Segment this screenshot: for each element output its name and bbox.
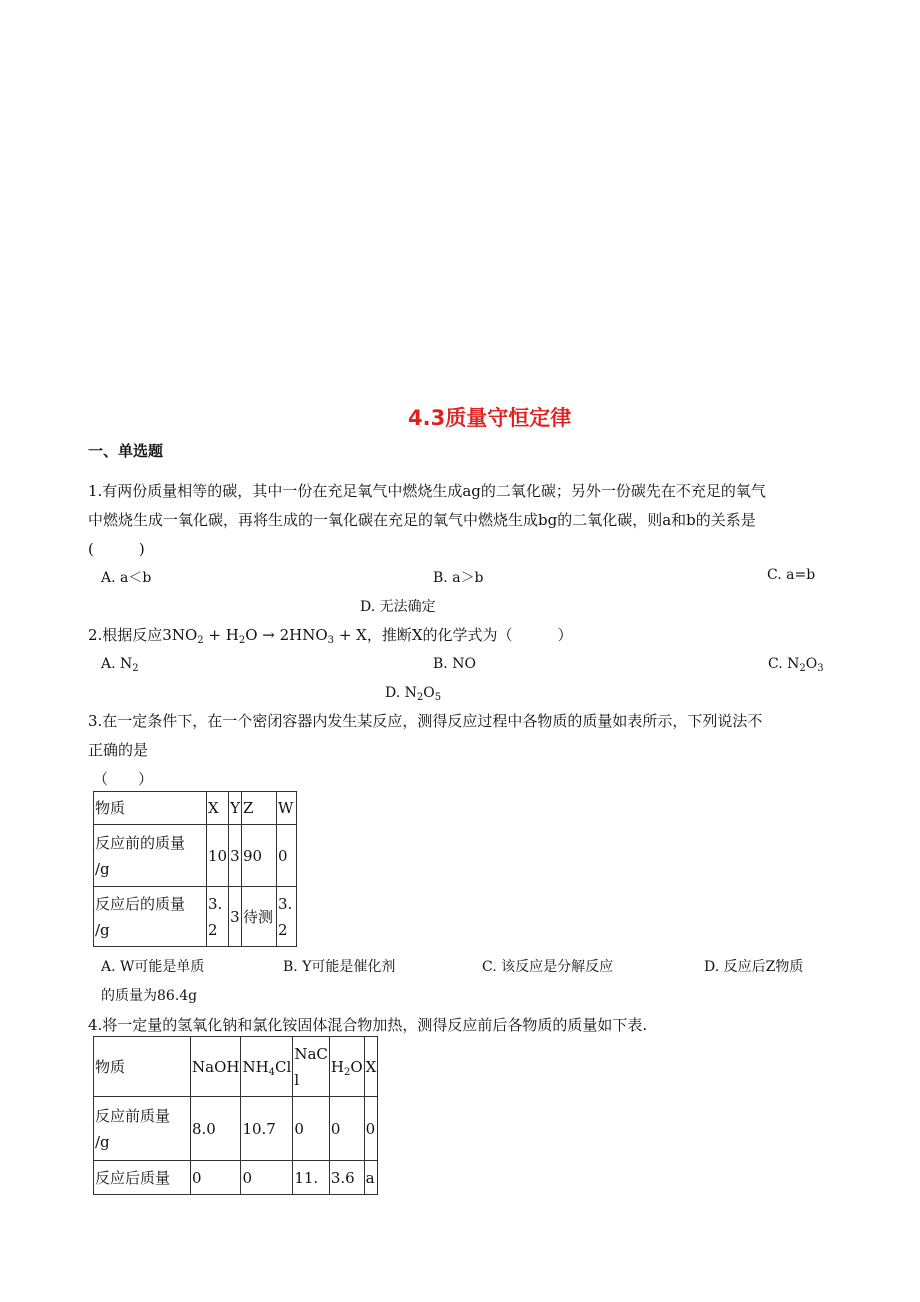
q3-line2: 正确的是 — [88, 741, 149, 759]
q3-option-c[interactable]: C. 该反应是分解反应 — [482, 959, 614, 975]
q3-option-a[interactable]: A. W可能是单质 — [101, 959, 205, 975]
table-cell: 3. 2 — [277, 887, 297, 947]
table-cell: 反应后质量 — [94, 1161, 191, 1195]
q4-mass-table — [93, 1036, 378, 1195]
table-row — [94, 1097, 378, 1161]
table-cell: X — [364, 1037, 378, 1097]
table-header-row — [94, 792, 297, 825]
table-cell: 3 — [229, 887, 242, 947]
q3-option-d[interactable]: D. 反应后Z物质 — [704, 959, 804, 975]
table-cell: 11. — [293, 1161, 330, 1195]
q3-mass-table — [93, 791, 297, 947]
table-cell: Z — [242, 792, 277, 825]
table-cell: NaOH — [191, 1037, 241, 1097]
table-cell: 反应前质量 /g — [94, 1097, 191, 1161]
table-cell: $NH_4Cl$ — [241, 1037, 293, 1097]
table-cell: Y — [229, 792, 242, 825]
table-cell: 3. 2 — [207, 887, 229, 947]
table-cell: $H_2O$ — [329, 1037, 364, 1097]
table-cell: 3 — [229, 825, 242, 887]
section-heading: 一、单选题 — [88, 442, 164, 460]
table-cell: X — [207, 792, 229, 825]
table-cell: 0 — [293, 1097, 330, 1161]
table-cell: a — [364, 1161, 378, 1195]
q1-paren: ( ) — [88, 540, 145, 558]
q1-option-b[interactable]: B. a＞b — [433, 570, 484, 586]
q2-option-c[interactable]: C. $N_2O_3$ — [768, 656, 824, 674]
q4-line1: 4.将一定量的氢氧化钠和氯化铵固体混合物加热，测得反应前后各物质的质量如下表. — [88, 1016, 648, 1034]
q2-option-d[interactable]: D. $N_2O_5$ — [385, 685, 442, 703]
table-row — [94, 825, 297, 887]
table-cell: 待测 — [242, 887, 277, 947]
table-cell: 0 — [364, 1097, 378, 1161]
q2-option-b[interactable]: B. NO — [433, 656, 476, 672]
q3-line1: 3.在一定条件下，在一个密闭容器内发生某反应，测得反应过程中各物质的质量如表所示，下列说法不 — [88, 712, 763, 730]
table-row — [94, 887, 297, 947]
table-cell: 10 — [207, 825, 229, 887]
q2-option-a[interactable]: A. $N_2$ — [101, 656, 139, 674]
q3-paren: （ ） — [93, 770, 154, 788]
page-title: 4.3质量守恒定律 — [408, 406, 572, 430]
table-cell: 8.0 — [191, 1097, 241, 1161]
table-cell: 10.7 — [241, 1097, 293, 1161]
q3-option-b[interactable]: B. Y可能是催化剂 — [283, 959, 396, 975]
q1-option-c[interactable]: C. a=b — [767, 567, 816, 583]
q2-stem: 2.根据反应$3NO_2 + H_2O \to 2HNO_3 + X$，推断X的化学式为（ ） — [88, 626, 573, 646]
table-cell: 90 — [242, 825, 277, 887]
q1-line2: 中燃烧生成一氧化碳，再将生成的一氧化碳在充足的氧气中燃烧生成bg的二氧化碳，则a和b的关系是 — [88, 511, 756, 529]
table-cell: 反应前的质量 /g — [94, 825, 207, 887]
table-cell: NaC l — [293, 1037, 330, 1097]
table-cell: 反应后的质量 /g — [94, 887, 207, 947]
table-row — [94, 1161, 378, 1195]
q1-option-a[interactable]: A. a＜b — [101, 570, 152, 586]
q1-line1: 1.有两份质量相等的碳，其中一份在充足氧气中燃烧生成ag的二氧化碳；另外一份碳先在不充足的氧气 — [88, 482, 766, 500]
table-cell: 物质 — [94, 1037, 191, 1097]
table-cell: 0 — [329, 1097, 364, 1161]
table-cell: 3.6 — [329, 1161, 364, 1195]
table-cell: 物质 — [94, 792, 207, 825]
table-cell: 0 — [241, 1161, 293, 1195]
q1-option-d[interactable]: D. 无法确定 — [360, 599, 436, 615]
table-cell: 0 — [191, 1161, 241, 1195]
q3-option-d-continued: 的质量为86.4g — [101, 988, 198, 1004]
table-cell: 0 — [277, 825, 297, 887]
table-cell: W — [277, 792, 297, 825]
table-header-row — [94, 1037, 378, 1097]
